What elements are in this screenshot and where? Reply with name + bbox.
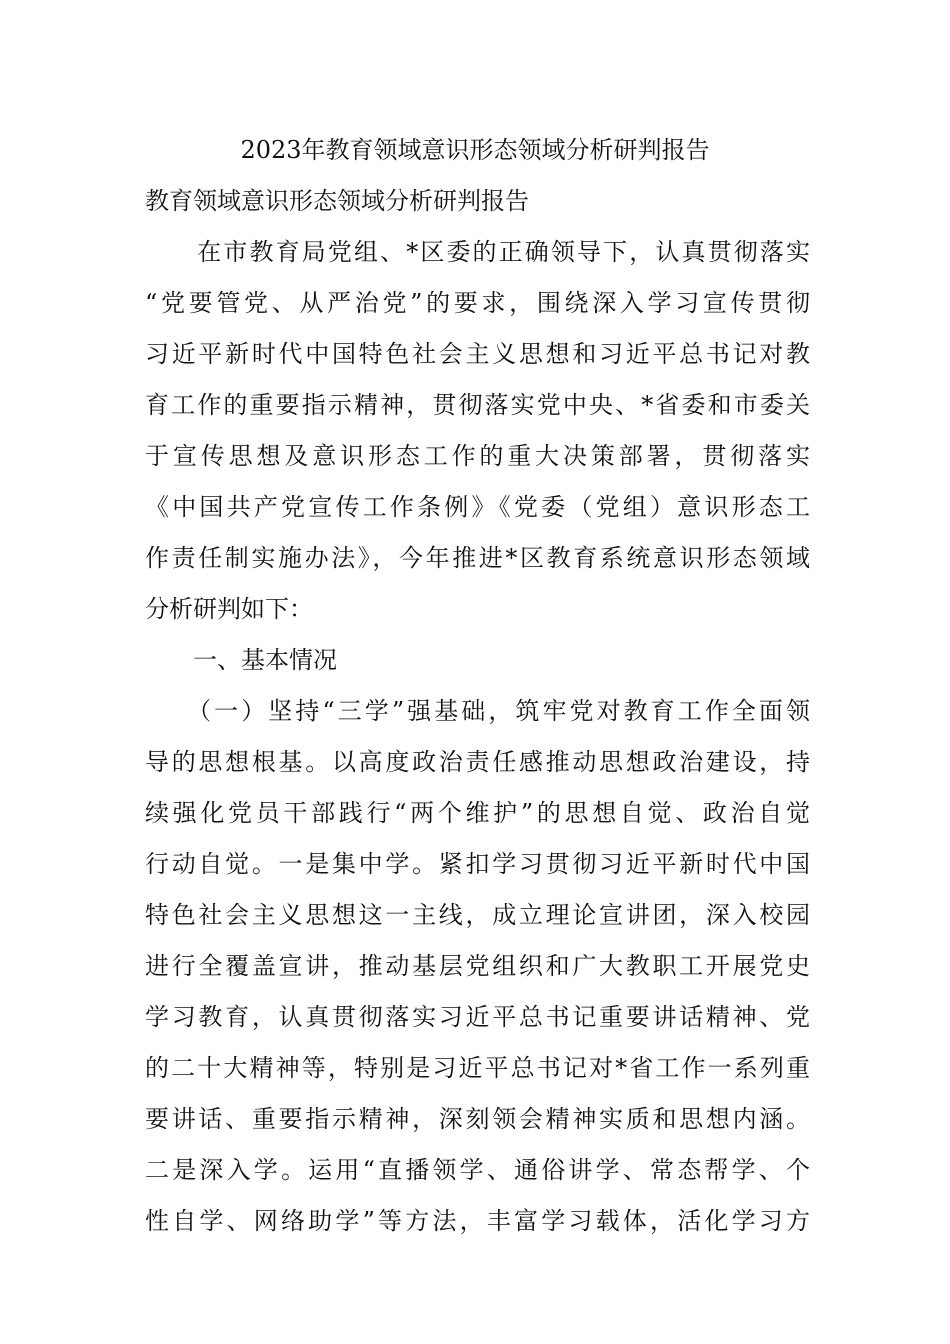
paragraph-line: “党要管党、从严治党”的要求，围绕深入学习宣传贯彻 (145, 289, 810, 317)
paragraph-line: 导的思想根基。以高度政治责任感推动思想政治建设，持 (145, 748, 810, 776)
paragraph-line: 续强化党员干部践行“两个维护”的思想自觉、政治自觉 (145, 799, 810, 827)
paragraph-line: （一）坚持“三学”强基础，筑牢党对教育工作全面领 (145, 697, 810, 725)
document-subtitle: 教育领域意识形态领域分析研判报告 (145, 187, 529, 215)
paragraph-line: 要讲话、重要指示精神，深刻领会精神实质和思想内涵。 (145, 1105, 810, 1133)
paragraph-line: 作责任制实施办法》，今年推进*区教育系统意识形态领域 (145, 544, 810, 572)
paragraph-line: 分析研判如下： (145, 595, 313, 623)
paragraph-line: 性自学、网络助学”等方法，丰富学习载体，活化学习方 (145, 1207, 810, 1235)
paragraph-line: 学习教育，认真贯彻落实习近平总书记重要讲话精神、党 (145, 1003, 810, 1031)
document-title: 2023年教育领域意识形态领域分析研判报告 (240, 136, 710, 164)
paragraph-line: 二是深入学。运用“直播领学、通俗讲学、常态帮学、个 (145, 1156, 810, 1184)
paragraph-line: 在市教育局党组、*区委的正确领导下，认真贯彻落实 (145, 238, 810, 266)
paragraph-line: 育工作的重要指示精神，贯彻落实党中央、*省委和市委关 (145, 391, 810, 419)
paragraph-line: 的二十大精神等，特别是习近平总书记对*省工作一系列重 (145, 1054, 810, 1082)
section-heading: 一、基本情况 (145, 646, 337, 674)
paragraph-line: 于宣传思想及意识形态工作的重大决策部署，贯彻落实 (145, 442, 810, 470)
paragraph-line: 进行全覆盖宣讲，推动基层党组织和广大教职工开展党史 (145, 952, 810, 980)
paragraph-line: 特色社会主义思想这一主线，成立理论宣讲团，深入校园 (145, 901, 810, 929)
paragraph-line: 《中国共产党宣传工作条例》《党委（党组）意识形态工 (145, 493, 810, 521)
paragraph-line: 习近平新时代中国特色社会主义思想和习近平总书记对教 (145, 340, 810, 368)
paragraph-line: 行动自觉。一是集中学。紧扣学习贯彻习近平新时代中国 (145, 850, 810, 878)
